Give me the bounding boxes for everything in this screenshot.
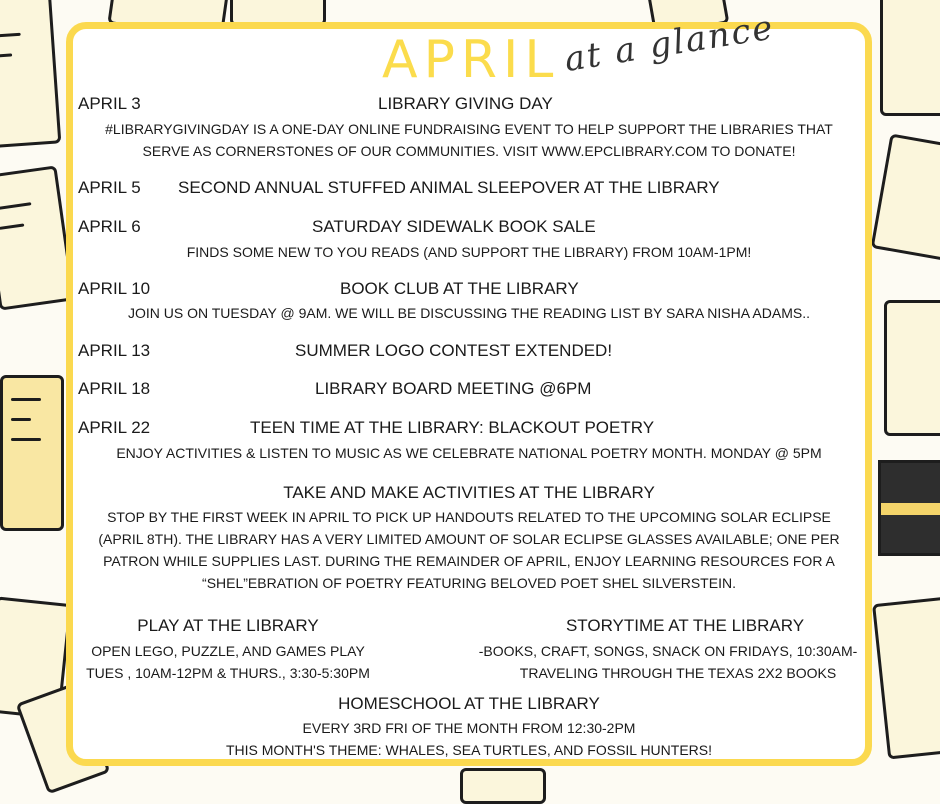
- event-date: APRIL 13: [78, 341, 151, 360]
- storytime-text: TRAVELING THROUGH THE TEXAS 2X2 BOOKS: [519, 665, 837, 681]
- event-date: APRIL 6: [78, 217, 141, 236]
- take-and-make-text: “SHEL”EBRATION OF POETRY FEATURING BELOVED POET SHEL SILVERSTEIN.: [202, 575, 736, 591]
- event-title: TEEN TIME AT THE LIBRARY: BLACKOUT POETRY: [250, 418, 655, 437]
- event-title: SECOND ANNUAL STUFFED ANIMAL SLEEPOVER AT THE LIBRARY: [178, 178, 720, 197]
- book-icon: [880, 0, 940, 116]
- event-title: SATURDAY SIDEWALK BOOK SALE: [312, 217, 596, 236]
- play-title: PLAY AT THE LIBRARY: [137, 616, 319, 635]
- event-description: ENJOY ACTIVITIES & LISTEN TO MUSIC AS WE CELEBRATE NATIONAL POETRY MONTH. MONDAY @ 5PM: [116, 445, 822, 461]
- play-text: OPEN LEGO, PUZZLE, AND GAMES PLAY: [91, 643, 365, 659]
- closed-book-icon: [878, 460, 940, 556]
- storytime-title: STORYTIME AT THE LIBRARY: [565, 616, 805, 635]
- homeschool-title: HOMESCHOOL AT THE LIBRARY: [338, 694, 600, 713]
- subtitle-script: at a glance: [561, 7, 778, 80]
- event-title: BOOK CLUB AT THE LIBRARY: [340, 279, 579, 298]
- book-icon: [884, 300, 940, 436]
- event-date: APRIL 10: [78, 279, 151, 298]
- event-description: SERVE AS CORNERSTONES OF OUR COMMUNITIES. VISIT WWW.EPCLIBRARY.COM TO DONATE!: [142, 143, 796, 159]
- event-description: JOIN US ON TUESDAY @ 9AM. WE WILL BE DISCUSSING THE READING LIST BY SARA NISHA ADAMS..: [128, 305, 810, 321]
- event-date: APRIL 3: [78, 94, 141, 113]
- month-title: APRIL: [382, 30, 560, 90]
- book-icon: [460, 768, 546, 804]
- take-and-make-text: PATRON WHILE SUPPLIES LAST. DURING THE REMAINDER OF APRIL, ENJOY LEARNING RESOURCES FOR A: [103, 553, 835, 569]
- book-icon: [0, 375, 64, 531]
- open-book-icon: [0, 165, 75, 310]
- take-and-make-text: (APRIL 8TH). THE LIBRARY HAS A VERY LIMITED AMOUNT OF SOLAR ECLIPSE GLASSES AVAILABLE; ONE PER: [98, 531, 840, 547]
- homeschool-text: EVERY 3RD FRI OF THE MONTH FROM 12:30-2PM: [302, 720, 636, 736]
- take-and-make-title: TAKE AND MAKE ACTIVITIES AT THE LIBRARY: [283, 483, 655, 502]
- storytime-text: -BOOKS, CRAFT, SONGS, SNACK ON FRIDAYS, 10:30AM-: [478, 643, 858, 659]
- event-date: APRIL 22: [78, 418, 151, 437]
- play-text: TUES , 10AM-12PM & THURS., 3:30-5:30PM: [86, 665, 370, 681]
- take-and-make-text: STOP BY THE FIRST WEEK IN APRIL TO PICK UP HANDOUTS RELATED TO THE UPCOMING SOLAR ECLIPSE: [107, 509, 831, 525]
- event-date: APRIL 18: [78, 379, 151, 398]
- homeschool-text: THIS MONTH'S THEME: WHALES, SEA TURTLES, AND FOSSIL HUNTERS!: [225, 742, 713, 758]
- book-icon: [871, 133, 940, 262]
- event-description: #LIBRARYGIVINGDAY IS A ONE-DAY ONLINE FUNDRAISING EVENT TO HELP SUPPORT THE LIBRARIES THAT: [105, 121, 833, 137]
- book-icon: [0, 0, 61, 148]
- event-title: LIBRARY BOARD MEETING @6PM: [315, 379, 592, 398]
- event-description: FINDS SOME NEW TO YOU READS (AND SUPPORT THE LIBRARY) FROM 10AM-1PM!: [186, 244, 752, 260]
- event-date: APRIL 5: [78, 178, 141, 197]
- event-title: SUMMER LOGO CONTEST EXTENDED!: [295, 341, 613, 360]
- event-title: LIBRARY GIVING DAY: [378, 94, 553, 113]
